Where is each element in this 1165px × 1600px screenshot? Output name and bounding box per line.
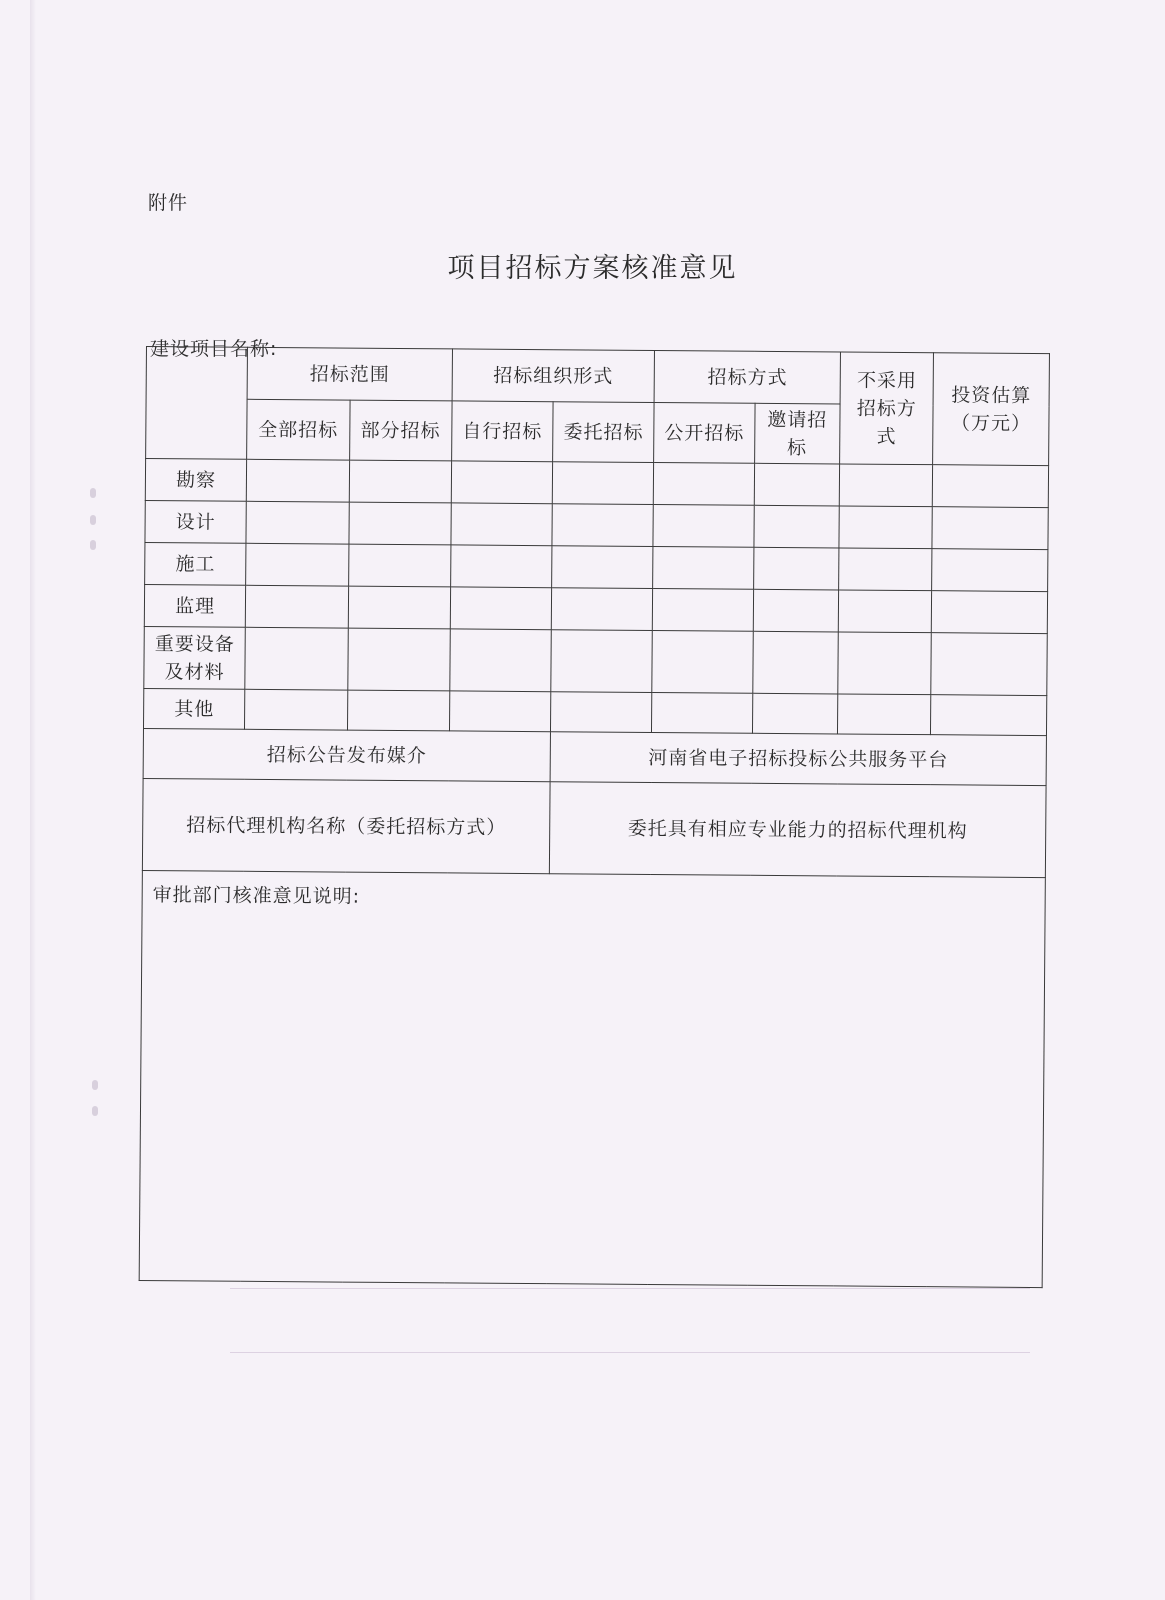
table-cell[interactable] (551, 588, 653, 631)
table-cell[interactable] (932, 591, 1048, 634)
table-cell[interactable] (450, 545, 552, 588)
table-cell[interactable] (839, 506, 932, 549)
row-label-supervision: 监理 (144, 584, 246, 627)
attachment-label: 附件 (148, 192, 189, 214)
table-cell[interactable] (349, 460, 452, 503)
agency-label: 招标代理机构名称（委托招标方式） (142, 778, 550, 873)
table-cell[interactable] (654, 462, 755, 505)
subheader-partial: 部分招标 (349, 400, 452, 461)
table-cell[interactable] (652, 692, 753, 733)
media-label: 招标公告发布媒介 (143, 728, 550, 781)
table-cell[interactable] (839, 548, 932, 591)
table-cell[interactable] (752, 631, 838, 694)
punch-hole (92, 1106, 98, 1116)
row-label-design: 设计 (145, 500, 247, 543)
table-cell[interactable] (449, 691, 551, 732)
table-cell[interactable] (754, 463, 840, 506)
table-cell[interactable] (839, 590, 932, 633)
table-cell[interactable] (933, 465, 1049, 508)
header-no-bidding (840, 352, 934, 465)
header-method: 招标方式 (654, 350, 840, 403)
header-no-bidding-text: 不采用招标方式 (856, 369, 918, 448)
page-edge-shadow (30, 0, 36, 1600)
row-label-equipment (144, 626, 246, 689)
table-cell[interactable] (838, 694, 931, 735)
table-cell[interactable] (753, 505, 839, 548)
table-cell[interactable] (451, 461, 553, 504)
bidding-plan-form (139, 346, 1050, 1288)
table-cell[interactable] (347, 690, 450, 731)
table-cell[interactable] (552, 462, 654, 505)
table-cell[interactable] (451, 503, 553, 546)
document-title: 项目招标方案核准意见 (447, 253, 738, 284)
table-cell[interactable] (753, 589, 839, 632)
table-cell[interactable] (838, 632, 931, 695)
table-cell[interactable] (246, 543, 349, 586)
header-scope: 招标范围 (247, 347, 452, 401)
header-investment-text: 投资估算（万元） (950, 383, 1032, 435)
subheader-open: 公开招标 (654, 402, 755, 463)
table-cell[interactable] (552, 546, 654, 589)
table-cell[interactable] (348, 544, 451, 587)
table-cell[interactable] (653, 588, 754, 631)
table-cell[interactable] (840, 464, 933, 507)
footer-rule (230, 1288, 1030, 1289)
media-value: 河南省电子招标投标公共服务平台 (550, 732, 1046, 786)
punch-hole (90, 488, 96, 498)
table-cell[interactable] (246, 585, 349, 628)
table-cell[interactable] (348, 502, 451, 545)
table-cell[interactable] (653, 504, 754, 547)
row-label-other: 其他 (143, 688, 245, 729)
punch-hole (90, 515, 96, 525)
header-organization: 招标组织形式 (452, 349, 655, 403)
table-cell[interactable] (932, 549, 1048, 592)
subheader-invite (754, 403, 840, 464)
table-cell[interactable] (245, 627, 348, 690)
table-cell[interactable] (551, 692, 653, 733)
table-cell[interactable] (752, 693, 838, 734)
table-cell[interactable] (932, 507, 1048, 550)
table-cell[interactable] (450, 587, 552, 630)
table-cell[interactable] (931, 633, 1047, 696)
table-cell[interactable] (245, 689, 348, 730)
project-name-label: 建设项目名称: (150, 338, 278, 360)
table-cell[interactable] (246, 501, 349, 544)
table-cell[interactable] (450, 629, 552, 692)
table-cell[interactable] (347, 628, 450, 691)
agency-value: 委托具有相应专业能力的招标代理机构 (549, 782, 1046, 878)
table-cell[interactable] (348, 586, 451, 629)
table-cell[interactable] (753, 547, 839, 590)
subheader-full: 全部招标 (247, 399, 350, 460)
subheader-entrusted: 委托招标 (553, 402, 655, 463)
subheader-invite-text: 邀请招标 (767, 408, 828, 459)
row-label-survey: 勘察 (145, 459, 247, 502)
table-cell[interactable] (653, 546, 754, 589)
subheader-self: 自行招标 (451, 401, 553, 462)
table-cell[interactable] (551, 630, 653, 693)
header-investment (933, 353, 1050, 466)
footer-rule (230, 1352, 1030, 1353)
approval-label: 审批部门核准意见说明: (152, 884, 361, 908)
row-label-equipment-text: 重要设备及材料 (154, 632, 235, 684)
header-blank-cell (146, 347, 248, 460)
punch-hole (90, 540, 96, 550)
table-cell[interactable] (247, 459, 350, 502)
punch-hole (92, 1080, 98, 1090)
table-cell[interactable] (931, 695, 1047, 736)
approval-section[interactable] (139, 870, 1045, 1287)
table-cell[interactable] (552, 504, 654, 547)
row-label-construction: 施工 (145, 542, 247, 585)
table-cell[interactable] (652, 630, 753, 693)
